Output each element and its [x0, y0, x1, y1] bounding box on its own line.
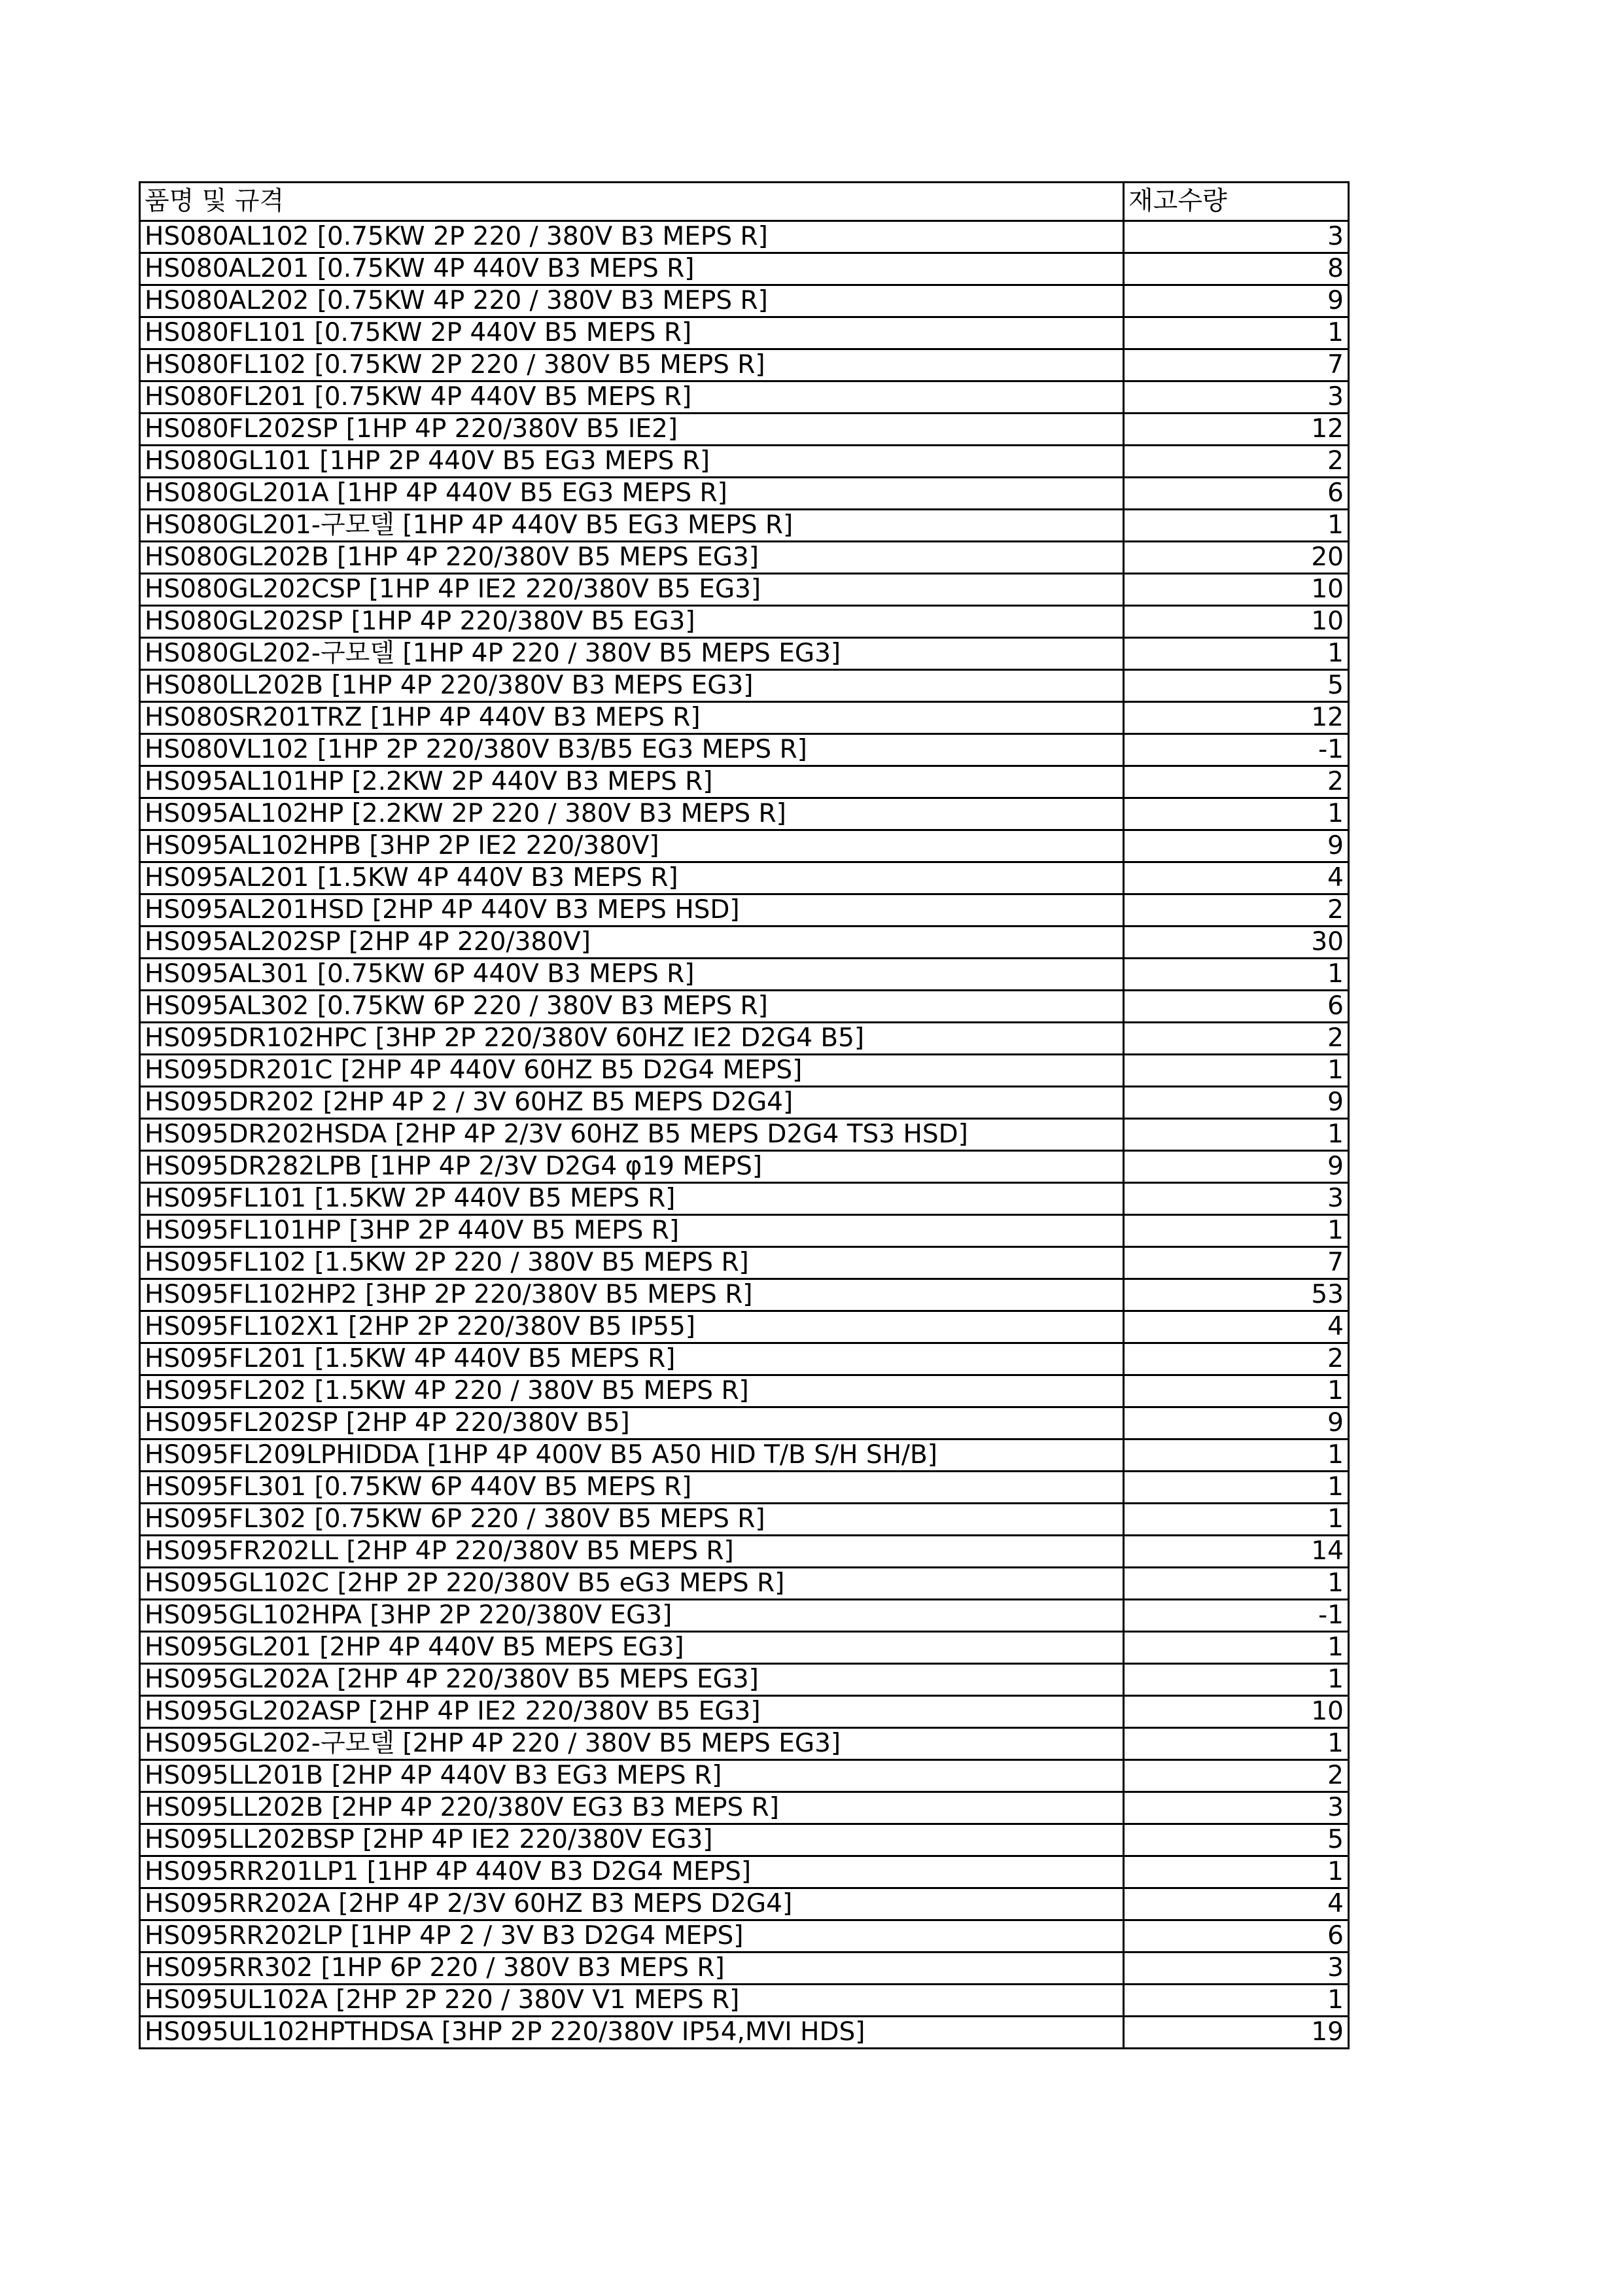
table-row — [140, 1888, 1349, 1920]
table-row — [140, 830, 1349, 862]
inventory-sheet — [139, 181, 1348, 2049]
item-name-cell: HS095GL202A [2HP 4P 220/380V B5 MEPS EG3] — [140, 1664, 1124, 1696]
stock-quantity-cell: 1 — [1124, 1375, 1349, 1407]
item-name-cell: HS095AL102HP [2.2KW 2P 220 / 380V B3 MEPS R] — [140, 798, 1124, 830]
table-row — [140, 1247, 1349, 1279]
stock-quantity-cell: 4 — [1124, 862, 1349, 894]
item-name-cell: HS080GL201A [1HP 4P 440V B5 EG3 MEPS R] — [140, 478, 1124, 510]
stock-quantity-cell: 1 — [1124, 1055, 1349, 1087]
item-name-cell: HS095AL202SP [2HP 4P 220/380V] — [140, 927, 1124, 959]
table-row — [140, 317, 1349, 349]
stock-quantity-cell: 1 — [1124, 638, 1349, 670]
item-name-cell: HS095LL202B [2HP 4P 220/380V EG3 B3 MEPS R] — [140, 1792, 1124, 1824]
stock-quantity-cell: 1 — [1124, 1985, 1349, 2017]
stock-quantity-cell: 1 — [1124, 1439, 1349, 1472]
stock-quantity-cell: 6 — [1124, 1920, 1349, 1952]
table-row — [140, 766, 1349, 798]
item-name-cell: HS080AL102 [0.75KW 2P 220 / 380V B3 MEPS R] — [140, 221, 1124, 253]
table-row — [140, 638, 1349, 670]
item-name-cell: HS095GL201 [2HP 4P 440V B5 MEPS EG3] — [140, 1632, 1124, 1664]
table-row — [140, 1375, 1349, 1407]
stock-quantity-cell: 3 — [1124, 1792, 1349, 1824]
item-name-cell: HS095DR201C [2HP 4P 440V 60HZ B5 D2G4 MEPS] — [140, 1055, 1124, 1087]
table-row — [140, 1279, 1349, 1311]
item-name-cell: HS095FL101 [1.5KW 2P 440V B5 MEPS R] — [140, 1183, 1124, 1215]
item-name-cell: HS080GL202SP [1HP 4P 220/380V B5 EG3] — [140, 606, 1124, 638]
stock-quantity-cell: 3 — [1124, 381, 1349, 414]
table-row — [140, 1087, 1349, 1119]
stock-quantity-cell: 12 — [1124, 414, 1349, 446]
table-row — [140, 1568, 1349, 1600]
table-row — [140, 478, 1349, 510]
table-row — [140, 381, 1349, 414]
stock-quantity-cell: 9 — [1124, 285, 1349, 317]
stock-quantity-cell: 6 — [1124, 991, 1349, 1023]
item-name-cell: HS095GL202-구모델 [2HP 4P 220 / 380V B5 MEPS EG3] — [140, 1728, 1124, 1760]
stock-quantity-cell: 6 — [1124, 478, 1349, 510]
stock-quantity-cell: 2 — [1124, 894, 1349, 927]
item-name-cell: HS095UL102A [2HP 2P 220 / 380V V1 MEPS R] — [140, 1985, 1124, 2017]
item-name-cell: HS080AL201 [0.75KW 4P 440V B3 MEPS R] — [140, 253, 1124, 285]
table-row — [140, 959, 1349, 991]
item-name-cell: HS095DR202HSDA [2HP 4P 2/3V 60HZ B5 MEPS D2G4 TS3 HSD] — [140, 1119, 1124, 1151]
stock-quantity-cell: 12 — [1124, 702, 1349, 734]
table-row — [140, 670, 1349, 702]
stock-quantity-cell: 53 — [1124, 1279, 1349, 1311]
header-row — [140, 183, 1349, 221]
table-row — [140, 1215, 1349, 1247]
column-header-quantity: 재고수량 — [1124, 183, 1349, 221]
table-row — [140, 1856, 1349, 1888]
table-body — [140, 221, 1349, 2049]
item-name-cell: HS095GL202ASP [2HP 4P IE2 220/380V B5 EG3] — [140, 1696, 1124, 1728]
table-row — [140, 798, 1349, 830]
item-name-cell: HS095FL101HP [3HP 2P 440V B5 MEPS R] — [140, 1215, 1124, 1247]
stock-quantity-cell: 1 — [1124, 1568, 1349, 1600]
item-name-cell: HS080AL202 [0.75KW 4P 220 / 380V B3 MEPS R] — [140, 285, 1124, 317]
item-name-cell: HS095FL102 [1.5KW 2P 220 / 380V B5 MEPS R] — [140, 1247, 1124, 1279]
table-row — [140, 1023, 1349, 1055]
item-name-cell: HS095UL102HPTHDSA [3HP 2P 220/380V IP54,MVI HDS] — [140, 2017, 1124, 2049]
stock-quantity-cell: 7 — [1124, 349, 1349, 381]
item-name-cell: HS095RR302 [1HP 6P 220 / 380V B3 MEPS R] — [140, 1952, 1124, 1985]
item-name-cell: HS095FL302 [0.75KW 6P 220 / 380V B5 MEPS R] — [140, 1504, 1124, 1536]
stock-quantity-cell: 19 — [1124, 2017, 1349, 2049]
stock-quantity-cell: 5 — [1124, 1824, 1349, 1856]
table-row — [140, 991, 1349, 1023]
item-name-cell: HS095LL201B [2HP 4P 440V B3 EG3 MEPS R] — [140, 1760, 1124, 1792]
table-row — [140, 1632, 1349, 1664]
table-row — [140, 1504, 1349, 1536]
item-name-cell: HS095DR282LPB [1HP 4P 2/3V D2G4 φ19 MEPS] — [140, 1151, 1124, 1183]
item-name-cell: HS080GL202CSP [1HP 4P IE2 220/380V B5 EG3] — [140, 574, 1124, 606]
item-name-cell: HS095FL102HP2 [3HP 2P 220/380V B5 MEPS R] — [140, 1279, 1124, 1311]
stock-quantity-cell: 3 — [1124, 1952, 1349, 1985]
table-row — [140, 1536, 1349, 1568]
item-name-cell: HS095AL201 [1.5KW 4P 440V B3 MEPS R] — [140, 862, 1124, 894]
stock-quantity-cell: 3 — [1124, 221, 1349, 253]
item-name-cell: HS095AL201HSD [2HP 4P 440V B3 MEPS HSD] — [140, 894, 1124, 927]
item-name-cell: HS095LL202BSP [2HP 4P IE2 220/380V EG3] — [140, 1824, 1124, 1856]
table-row — [140, 606, 1349, 638]
table-row — [140, 702, 1349, 734]
table-row — [140, 349, 1349, 381]
stock-quantity-cell: 4 — [1124, 1888, 1349, 1920]
stock-quantity-cell: 14 — [1124, 1536, 1349, 1568]
table-row — [140, 221, 1349, 253]
table-row — [140, 2017, 1349, 2049]
item-name-cell: HS080GL202-구모델 [1HP 4P 220 / 380V B5 MEPS EG3] — [140, 638, 1124, 670]
stock-quantity-cell: 1 — [1124, 1119, 1349, 1151]
item-name-cell: HS095FR202LL [2HP 4P 220/380V B5 MEPS R] — [140, 1536, 1124, 1568]
stock-quantity-cell: -1 — [1124, 734, 1349, 766]
item-name-cell: HS080FL101 [0.75KW 2P 440V B5 MEPS R] — [140, 317, 1124, 349]
stock-quantity-cell: 1 — [1124, 959, 1349, 991]
table-row — [140, 1920, 1349, 1952]
item-name-cell: HS095FL301 [0.75KW 6P 440V B5 MEPS R] — [140, 1472, 1124, 1504]
table-row — [140, 1151, 1349, 1183]
stock-quantity-cell: 1 — [1124, 510, 1349, 542]
table-row — [140, 1696, 1349, 1728]
item-name-cell: HS095RR202A [2HP 4P 2/3V 60HZ B3 MEPS D2G4] — [140, 1888, 1124, 1920]
table-row — [140, 1728, 1349, 1760]
table-row — [140, 1119, 1349, 1151]
table-row — [140, 1760, 1349, 1792]
table-row — [140, 1664, 1349, 1696]
item-name-cell: HS095GL102C [2HP 2P 220/380V B5 eG3 MEPS R] — [140, 1568, 1124, 1600]
item-name-cell: HS095GL102HPA [3HP 2P 220/380V EG3] — [140, 1600, 1124, 1632]
table-row — [140, 1600, 1349, 1632]
item-name-cell: HS080GL202B [1HP 4P 220/380V B5 MEPS EG3] — [140, 542, 1124, 574]
item-name-cell: HS080VL102 [1HP 2P 220/380V B3/B5 EG3 MEPS R] — [140, 734, 1124, 766]
table-row — [140, 1472, 1349, 1504]
stock-quantity-cell: 2 — [1124, 446, 1349, 478]
table-row — [140, 414, 1349, 446]
item-name-cell: HS095FL209LPHIDDA [1HP 4P 400V B5 A50 HID T/B S/H SH/B] — [140, 1439, 1124, 1472]
table-row — [140, 1985, 1349, 2017]
item-name-cell: HS095DR202 [2HP 4P 2 / 3V 60HZ B5 MEPS D2G4] — [140, 1087, 1124, 1119]
stock-quantity-cell: 8 — [1124, 253, 1349, 285]
stock-quantity-cell: 2 — [1124, 1343, 1349, 1375]
table-row — [140, 1952, 1349, 1985]
item-name-cell: HS080FL202SP [1HP 4P 220/380V B5 IE2] — [140, 414, 1124, 446]
item-name-cell: HS095FL202SP [2HP 4P 220/380V B5] — [140, 1407, 1124, 1439]
stock-quantity-cell: 2 — [1124, 1760, 1349, 1792]
item-name-cell: HS095AL302 [0.75KW 6P 220 / 380V B3 MEPS R] — [140, 991, 1124, 1023]
item-name-cell: HS095FL102X1 [2HP 2P 220/380V B5 IP55] — [140, 1311, 1124, 1343]
stock-quantity-cell: 1 — [1124, 1215, 1349, 1247]
stock-quantity-cell: 9 — [1124, 1087, 1349, 1119]
table-row — [140, 1311, 1349, 1343]
table-row — [140, 927, 1349, 959]
item-name-cell: HS095AL102HPB [3HP 2P IE2 220/380V] — [140, 830, 1124, 862]
stock-quantity-cell: 1 — [1124, 317, 1349, 349]
stock-quantity-cell: 2 — [1124, 1023, 1349, 1055]
stock-quantity-cell: 5 — [1124, 670, 1349, 702]
stock-quantity-cell: 1 — [1124, 1504, 1349, 1536]
stock-quantity-cell: 10 — [1124, 574, 1349, 606]
item-name-cell: HS095RR202LP [1HP 4P 2 / 3V B3 D2G4 MEPS] — [140, 1920, 1124, 1952]
stock-quantity-cell: 1 — [1124, 798, 1349, 830]
stock-quantity-cell: 1 — [1124, 1664, 1349, 1696]
stock-quantity-cell: 7 — [1124, 1247, 1349, 1279]
stock-quantity-cell: 4 — [1124, 1311, 1349, 1343]
item-name-cell: HS080SR201TRZ [1HP 4P 440V B3 MEPS R] — [140, 702, 1124, 734]
item-name-cell: HS095RR201LP1 [1HP 4P 440V B3 D2G4 MEPS] — [140, 1856, 1124, 1888]
stock-quantity-cell: 1 — [1124, 1728, 1349, 1760]
stock-quantity-cell: 30 — [1124, 927, 1349, 959]
table-row — [140, 1343, 1349, 1375]
stock-quantity-cell: 1 — [1124, 1856, 1349, 1888]
table-row — [140, 285, 1349, 317]
stock-quantity-cell: 1 — [1124, 1472, 1349, 1504]
column-header-name: 품명 및 규격 — [140, 183, 1124, 221]
item-name-cell: HS095FL201 [1.5KW 4P 440V B5 MEPS R] — [140, 1343, 1124, 1375]
table-row — [140, 542, 1349, 574]
stock-quantity-cell: 9 — [1124, 1151, 1349, 1183]
table-row — [140, 1824, 1349, 1856]
table-row — [140, 862, 1349, 894]
table-row — [140, 510, 1349, 542]
item-name-cell: HS095FL202 [1.5KW 4P 220 / 380V B5 MEPS R] — [140, 1375, 1124, 1407]
table-row — [140, 574, 1349, 606]
item-name-cell: HS080LL202B [1HP 4P 220/380V B3 MEPS EG3] — [140, 670, 1124, 702]
stock-quantity-cell: 20 — [1124, 542, 1349, 574]
item-name-cell: HS095DR102HPC [3HP 2P 220/380V 60HZ IE2 D2G4 B5] — [140, 1023, 1124, 1055]
table-row — [140, 1439, 1349, 1472]
item-name-cell: HS095AL301 [0.75KW 6P 440V B3 MEPS R] — [140, 959, 1124, 991]
stock-quantity-cell: 2 — [1124, 766, 1349, 798]
stock-quantity-cell: 10 — [1124, 1696, 1349, 1728]
table-row — [140, 1792, 1349, 1824]
table-row — [140, 894, 1349, 927]
table-row — [140, 1183, 1349, 1215]
table-row — [140, 734, 1349, 766]
item-name-cell: HS080GL201-구모델 [1HP 4P 440V B5 EG3 MEPS R] — [140, 510, 1124, 542]
table-row — [140, 253, 1349, 285]
item-name-cell: HS095AL101HP [2.2KW 2P 440V B3 MEPS R] — [140, 766, 1124, 798]
stock-quantity-cell: 1 — [1124, 1632, 1349, 1664]
inventory-table — [139, 181, 1350, 2049]
table-row — [140, 1055, 1349, 1087]
item-name-cell: HS080FL102 [0.75KW 2P 220 / 380V B5 MEPS R] — [140, 349, 1124, 381]
stock-quantity-cell: 9 — [1124, 830, 1349, 862]
item-name-cell: HS080GL101 [1HP 2P 440V B5 EG3 MEPS R] — [140, 446, 1124, 478]
stock-quantity-cell: 9 — [1124, 1407, 1349, 1439]
stock-quantity-cell: 3 — [1124, 1183, 1349, 1215]
item-name-cell: HS080FL201 [0.75KW 4P 440V B5 MEPS R] — [140, 381, 1124, 414]
table-row — [140, 446, 1349, 478]
table-row — [140, 1407, 1349, 1439]
stock-quantity-cell: 10 — [1124, 606, 1349, 638]
stock-quantity-cell: -1 — [1124, 1600, 1349, 1632]
